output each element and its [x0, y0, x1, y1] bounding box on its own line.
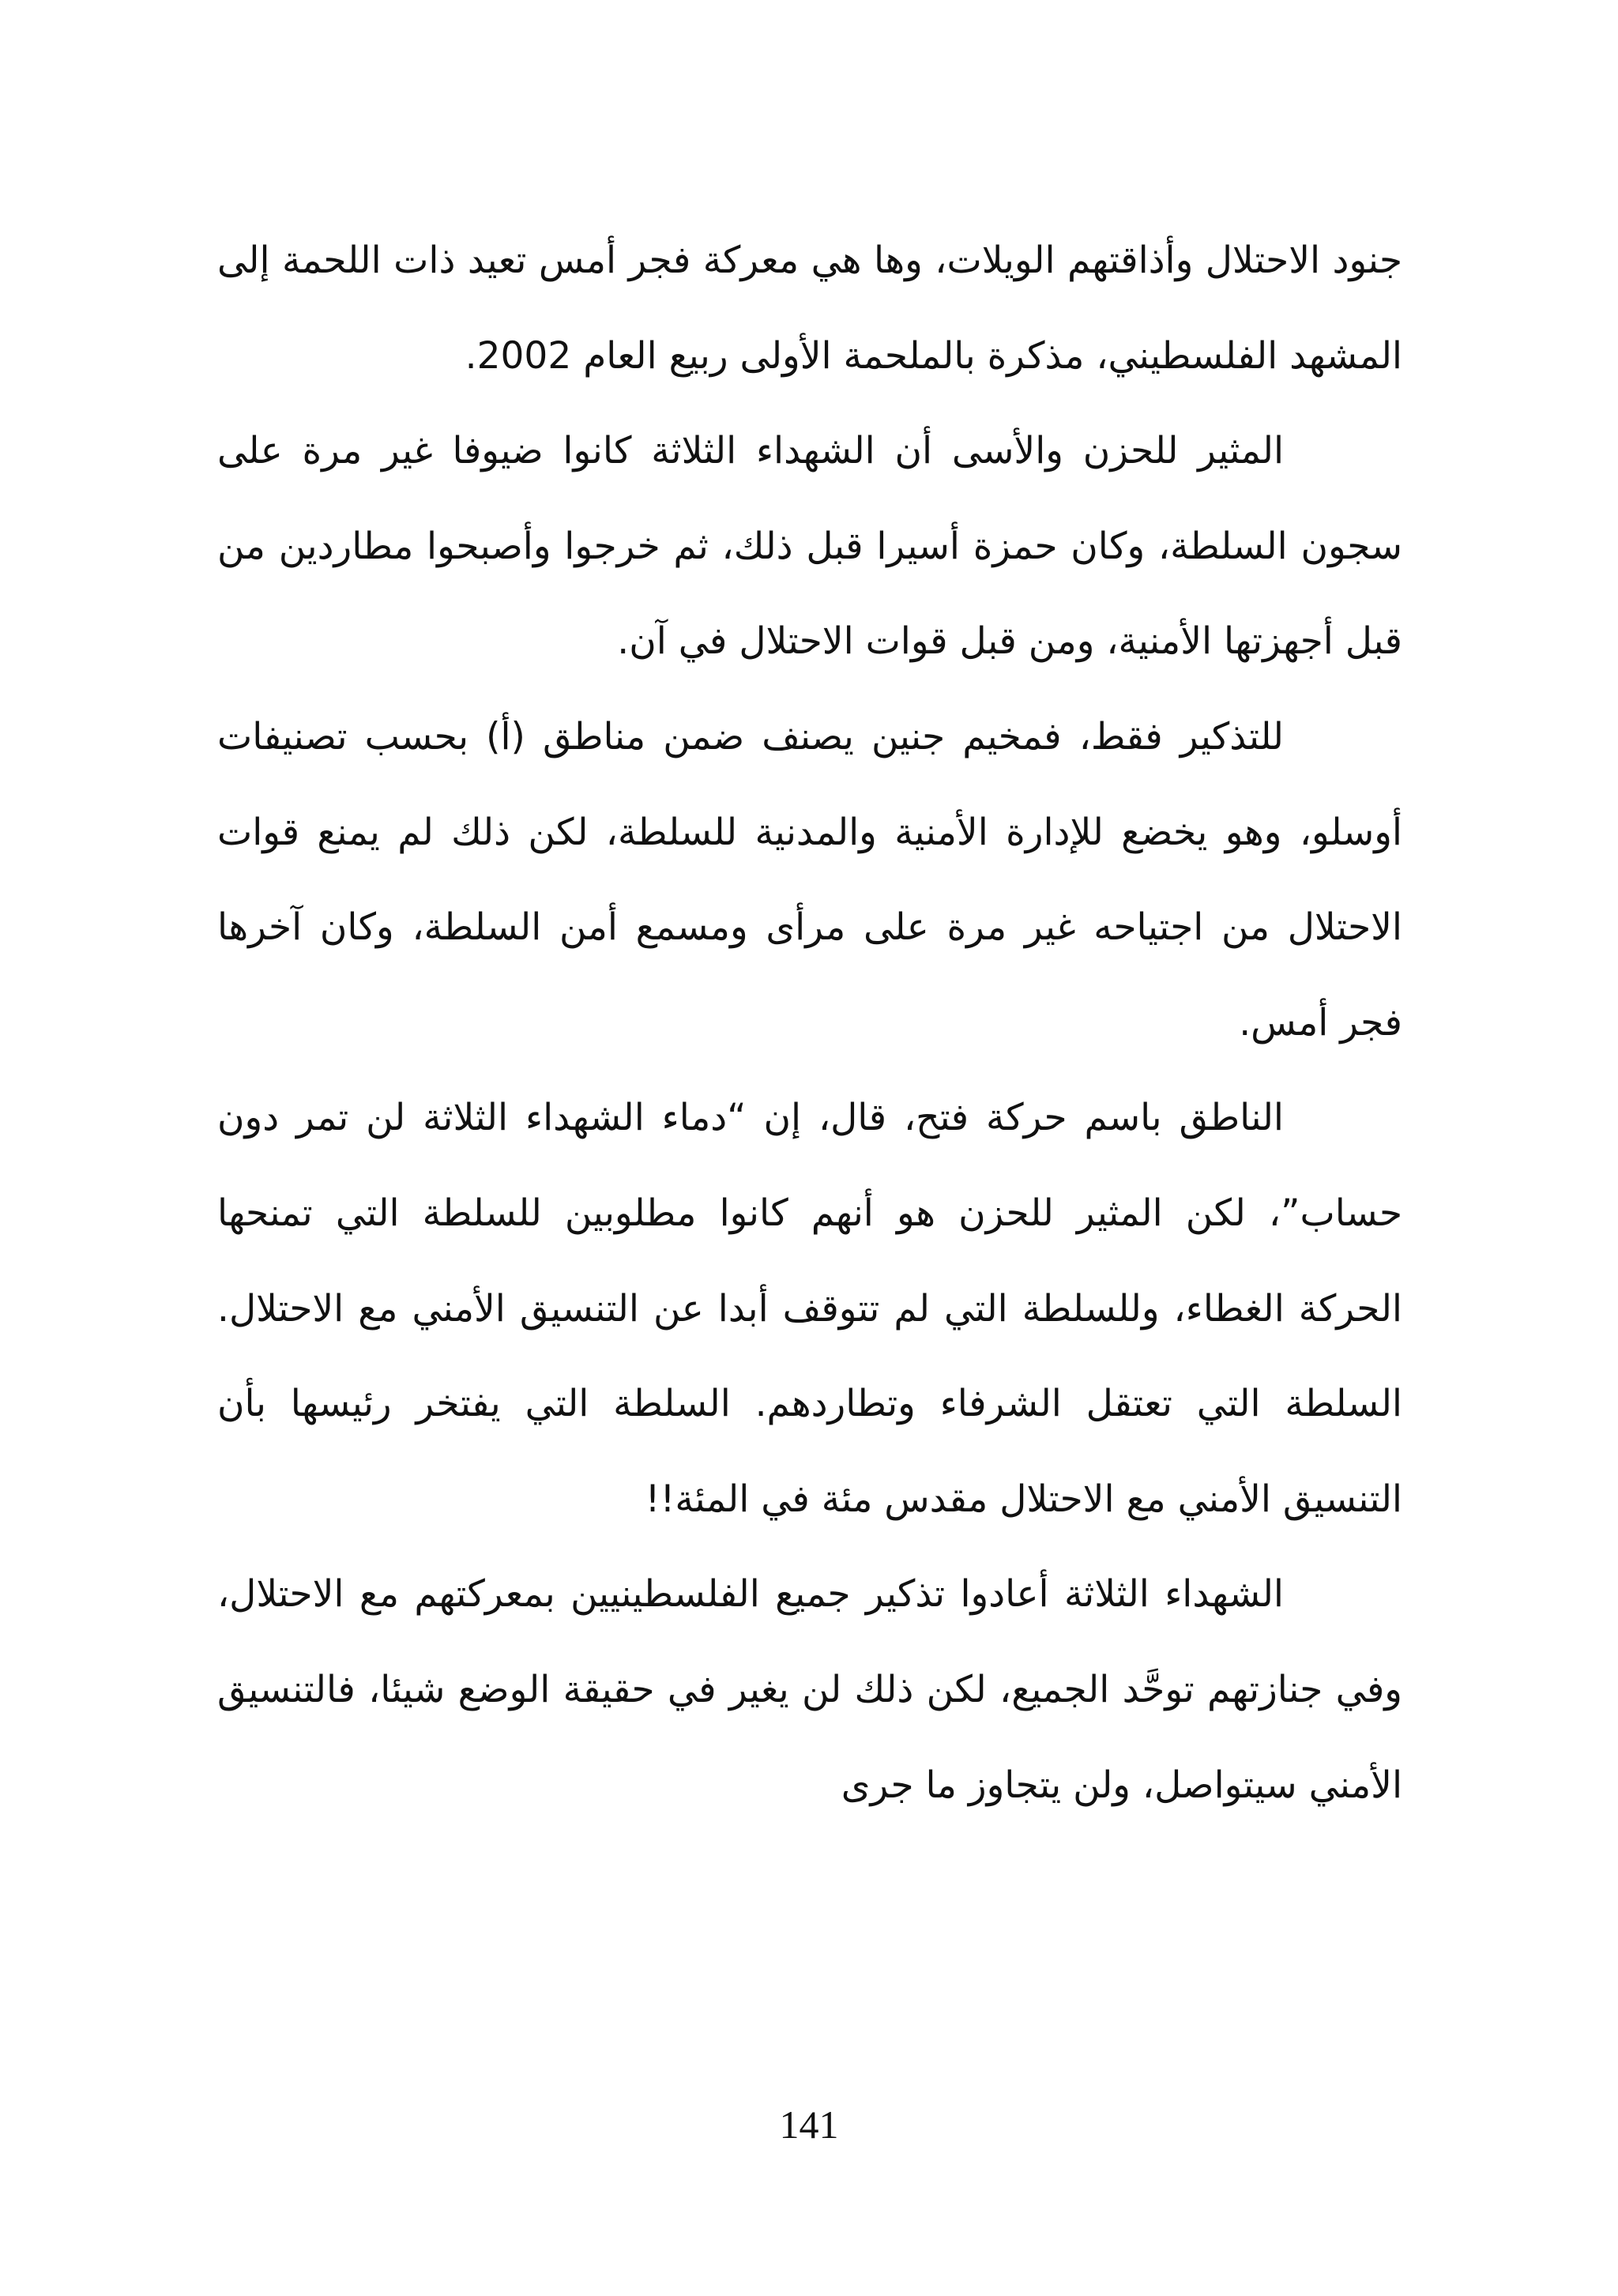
paragraph-continuation: جنود الاحتلال وأذاقتهم الويلات، وها هي معركة فجر أمس تعيد ذات اللحمة إلى المشهد الفلسطيني، مذكرة بالملحمة الأولى ربيع العام 2002. [217, 239, 1402, 378]
paragraph: الناطق باسم حركة فتح، قال، إن “دماء الشهداء الثلاثة لن تمر دون حساب”، لكن المثير للحزن هو أنهم كانوا مطلوبين للسلطة التي تمنحها الحركة الغطاء، وللسلطة التي لم تتوقف أبدا عن التنسيق الأمني مع الاحتلال. السلطة التي تعتقل الشرفاء وتطاردهم. السلطة التي يفتخر رئيسها بأن التنسيق الأمني مع الاحتلال مقدس مئة في المئة!! [217, 1096, 1402, 1521]
page-number: 141 [779, 2102, 839, 2147]
paragraph: الشهداء الثلاثة أعادوا تذكير جميع الفلسطينيين بمعركتهم مع الاحتلال، وفي جنازتهم توحَّد الجميع، لكن ذلك لن يغير في حقيقة الوضع شيئا، فالتنسيق الأمني سيتواصل، ولن يتجاوز ما جرى [217, 1572, 1402, 1807]
body-text [217, 213, 1402, 1833]
paragraph: المثير للحزن والأسى أن الشهداء الثلاثة كانوا ضيوفا غير مرة على سجون السلطة، وكان حمزة أسيرا قبل ذلك، ثم خرجوا وأصبحوا مطاردين من قبل أجهزتها الأمنية، ومن قبل قوات الاحتلال في آن. [217, 429, 1402, 664]
paragraph: للتذكير فقط، فمخيم جنين يصنف ضمن مناطق (أ) بحسب تصنيفات أوسلو، وهو يخضع للإدارة الأمنية والمدنية للسلطة، لكن ذلك لم يمنع قوات الاحتلال من اجتياحه غير مرة على مرأى ومسمع أمن السلطة، وكان آخرها فجر أمس. [217, 714, 1402, 1044]
